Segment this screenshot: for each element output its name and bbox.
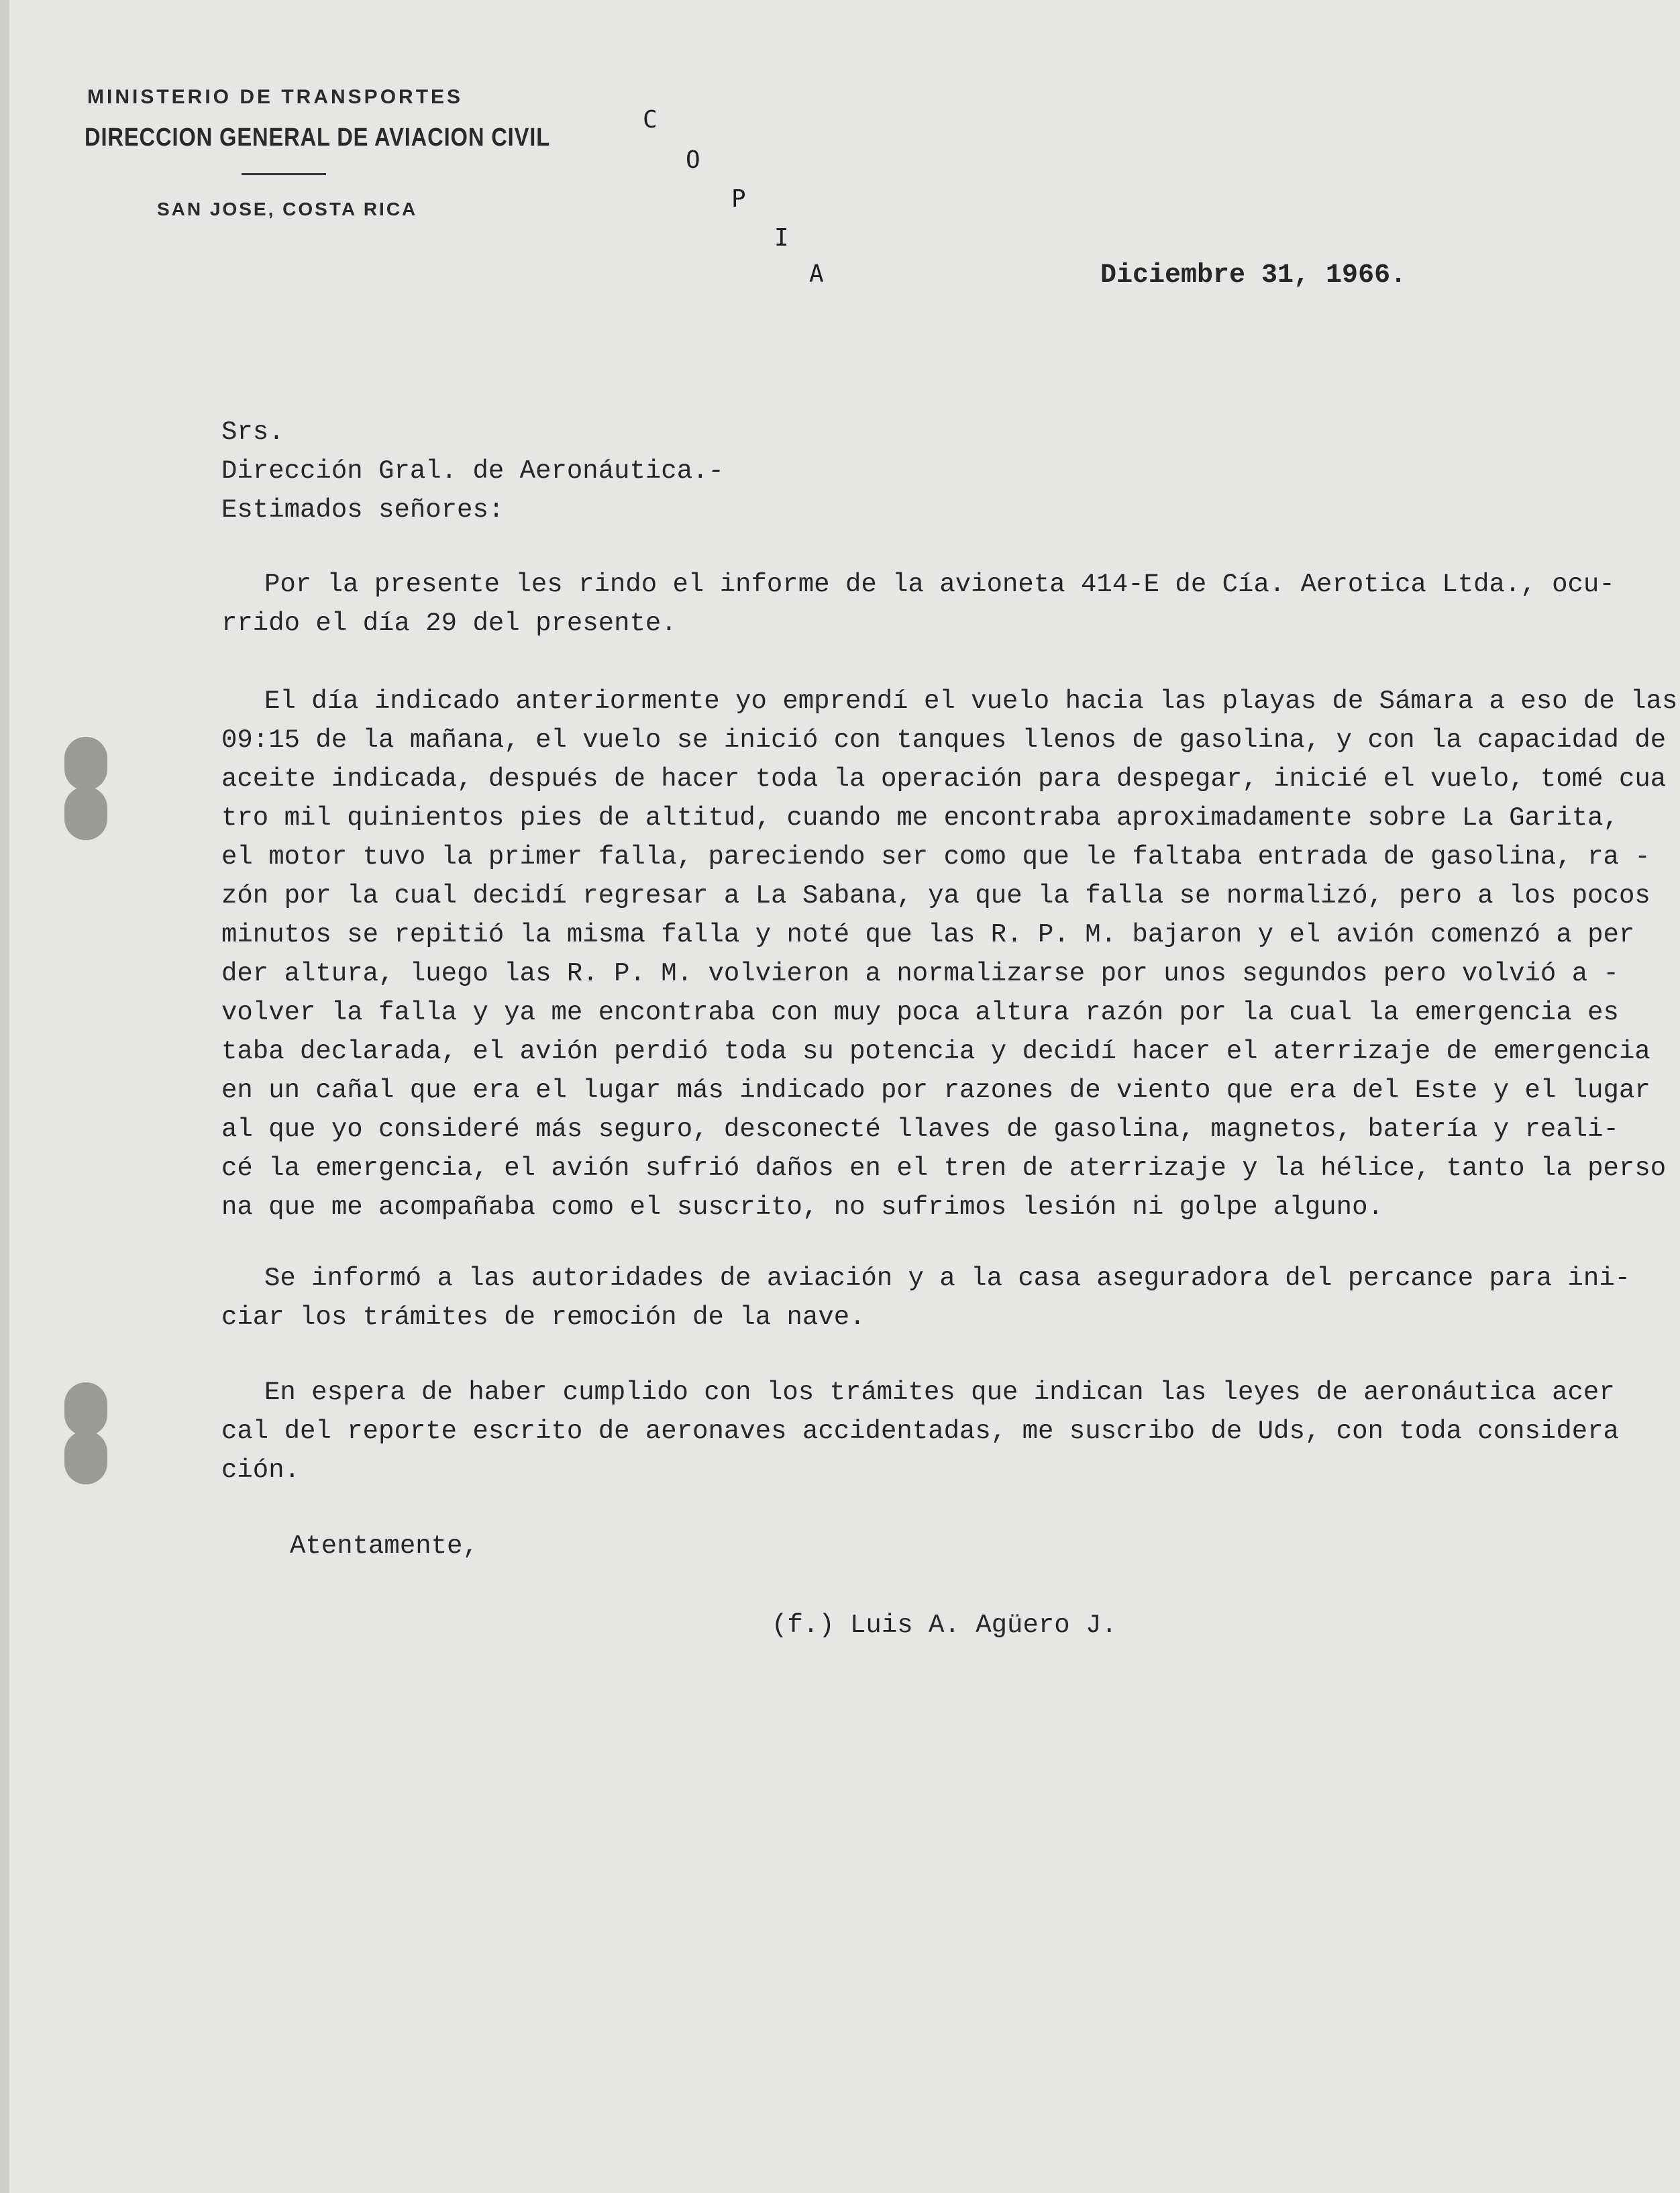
letterhead-department: DIRECCION GENERAL DE AVIACION CIVIL (85, 123, 551, 152)
paragraph-line: 09:15 de la mañana, el vuelo se inició con tanques llenos de gasolina, y con la capacidad de (221, 725, 1667, 755)
letterhead-rule (242, 173, 326, 175)
letterhead-location: SAN JOSE, COSTA RICA (157, 199, 418, 219)
closing: Atentamente, (290, 1531, 478, 1561)
letterhead-ministry: MINISTERIO DE TRANSPORTES (87, 86, 464, 108)
paragraph-line: zón por la cual decidí regresar a La Sabana, ya que la falla se normalizó, pero a los pocos (221, 881, 1650, 911)
paragraph-line: minutos se repitió la misma falla y noté que las R. P. M. bajaron y el avión comenzó a per (221, 920, 1635, 950)
paragraph-line: al que yo consideré más seguro, desconecté llaves de gasolina, magnetos, batería y reali- (221, 1115, 1619, 1144)
paragraph-line: rrido el día 29 del presente. (221, 609, 677, 638)
paragraph-line: En espera de haber cumplido con los trámites que indican las leyes de aeronáutica acer (264, 1378, 1615, 1407)
punch-hole (64, 737, 107, 790)
copia-stamp-letter: P (731, 185, 746, 213)
paragraph-line: aceite indicada, después de hacer toda la operación para despegar, inicié el vuelo, tomé cua (221, 764, 1667, 794)
paragraph (221, 1259, 1631, 1337)
paragraph-line: cé la emergencia, el avión sufrió daños en el tren de aterrizaje y la hélice, tanto la perso (221, 1154, 1667, 1183)
paragraph-line: en un cañal que era el lugar más indicado por razones de viento que era del Este y el lugar (221, 1076, 1650, 1105)
letter-date: Diciembre 31, 1966. (1100, 260, 1407, 291)
paragraph-line: ciar los trámites de remoción de la nave. (221, 1303, 865, 1332)
punch-hole (64, 1431, 107, 1484)
paragraph (221, 682, 1678, 1227)
copia-stamp-letter: I (774, 224, 789, 252)
paragraph-line: der altura, luego las R. P. M. volvieron a normalizarse por unos segundos pero volvió a - (221, 959, 1619, 988)
copia-stamp-letter: C (643, 106, 658, 134)
copia-stamp-letter: O (686, 146, 700, 174)
paragraph-line: na que me acompañaba como el suscrito, no sufrimos lesión ni golpe alguno. (221, 1192, 1383, 1222)
punch-hole (64, 786, 107, 840)
paper-edge (0, 0, 9, 2193)
paragraph-line: Se informó a las autoridades de aviación y a la casa aseguradora del percance para ini- (264, 1264, 1631, 1293)
paragraph-line: volver la falla y ya me encontraba con muy poca altura razón por la cual la emergencia es (221, 998, 1619, 1027)
addressee-line: Dirección Gral. de Aeronáutica.- (221, 456, 724, 486)
punch-hole (64, 1382, 107, 1436)
salutation: Estimados señores: (221, 495, 505, 525)
paragraph-line: tro mil quinientos pies de altitud, cuando me encontraba aproximadamente sobre La Garita, (221, 803, 1619, 833)
paragraph-line: el motor tuvo la primer falla, pareciendo ser como que le faltaba entrada de gasolina, ra - (221, 842, 1650, 872)
copia-stamp-letter: A (809, 260, 824, 288)
paragraph-line: taba declarada, el avión perdió toda su potencia y decidí hacer el aterrizaje de emergencia (221, 1037, 1650, 1066)
paragraph (221, 565, 1615, 643)
paragraph-line: El día indicado anteriormente yo emprendí el vuelo hacia las playas de Sámara a eso de las (264, 686, 1678, 716)
paragraph-line: cal del reporte escrito de aeronaves accidentadas, me suscribo de Uds, con toda considera (221, 1417, 1619, 1446)
paragraph (221, 1373, 1619, 1490)
signature: (f.) Luis A. Agüero J. (772, 1611, 1117, 1640)
paragraph-line: ción. (221, 1456, 301, 1485)
addressee-line: Srs. (221, 417, 284, 447)
paragraph-line: Por la presente les rindo el informe de la avioneta 414-E de Cía. Aerotica Ltda., ocu- (264, 570, 1615, 599)
